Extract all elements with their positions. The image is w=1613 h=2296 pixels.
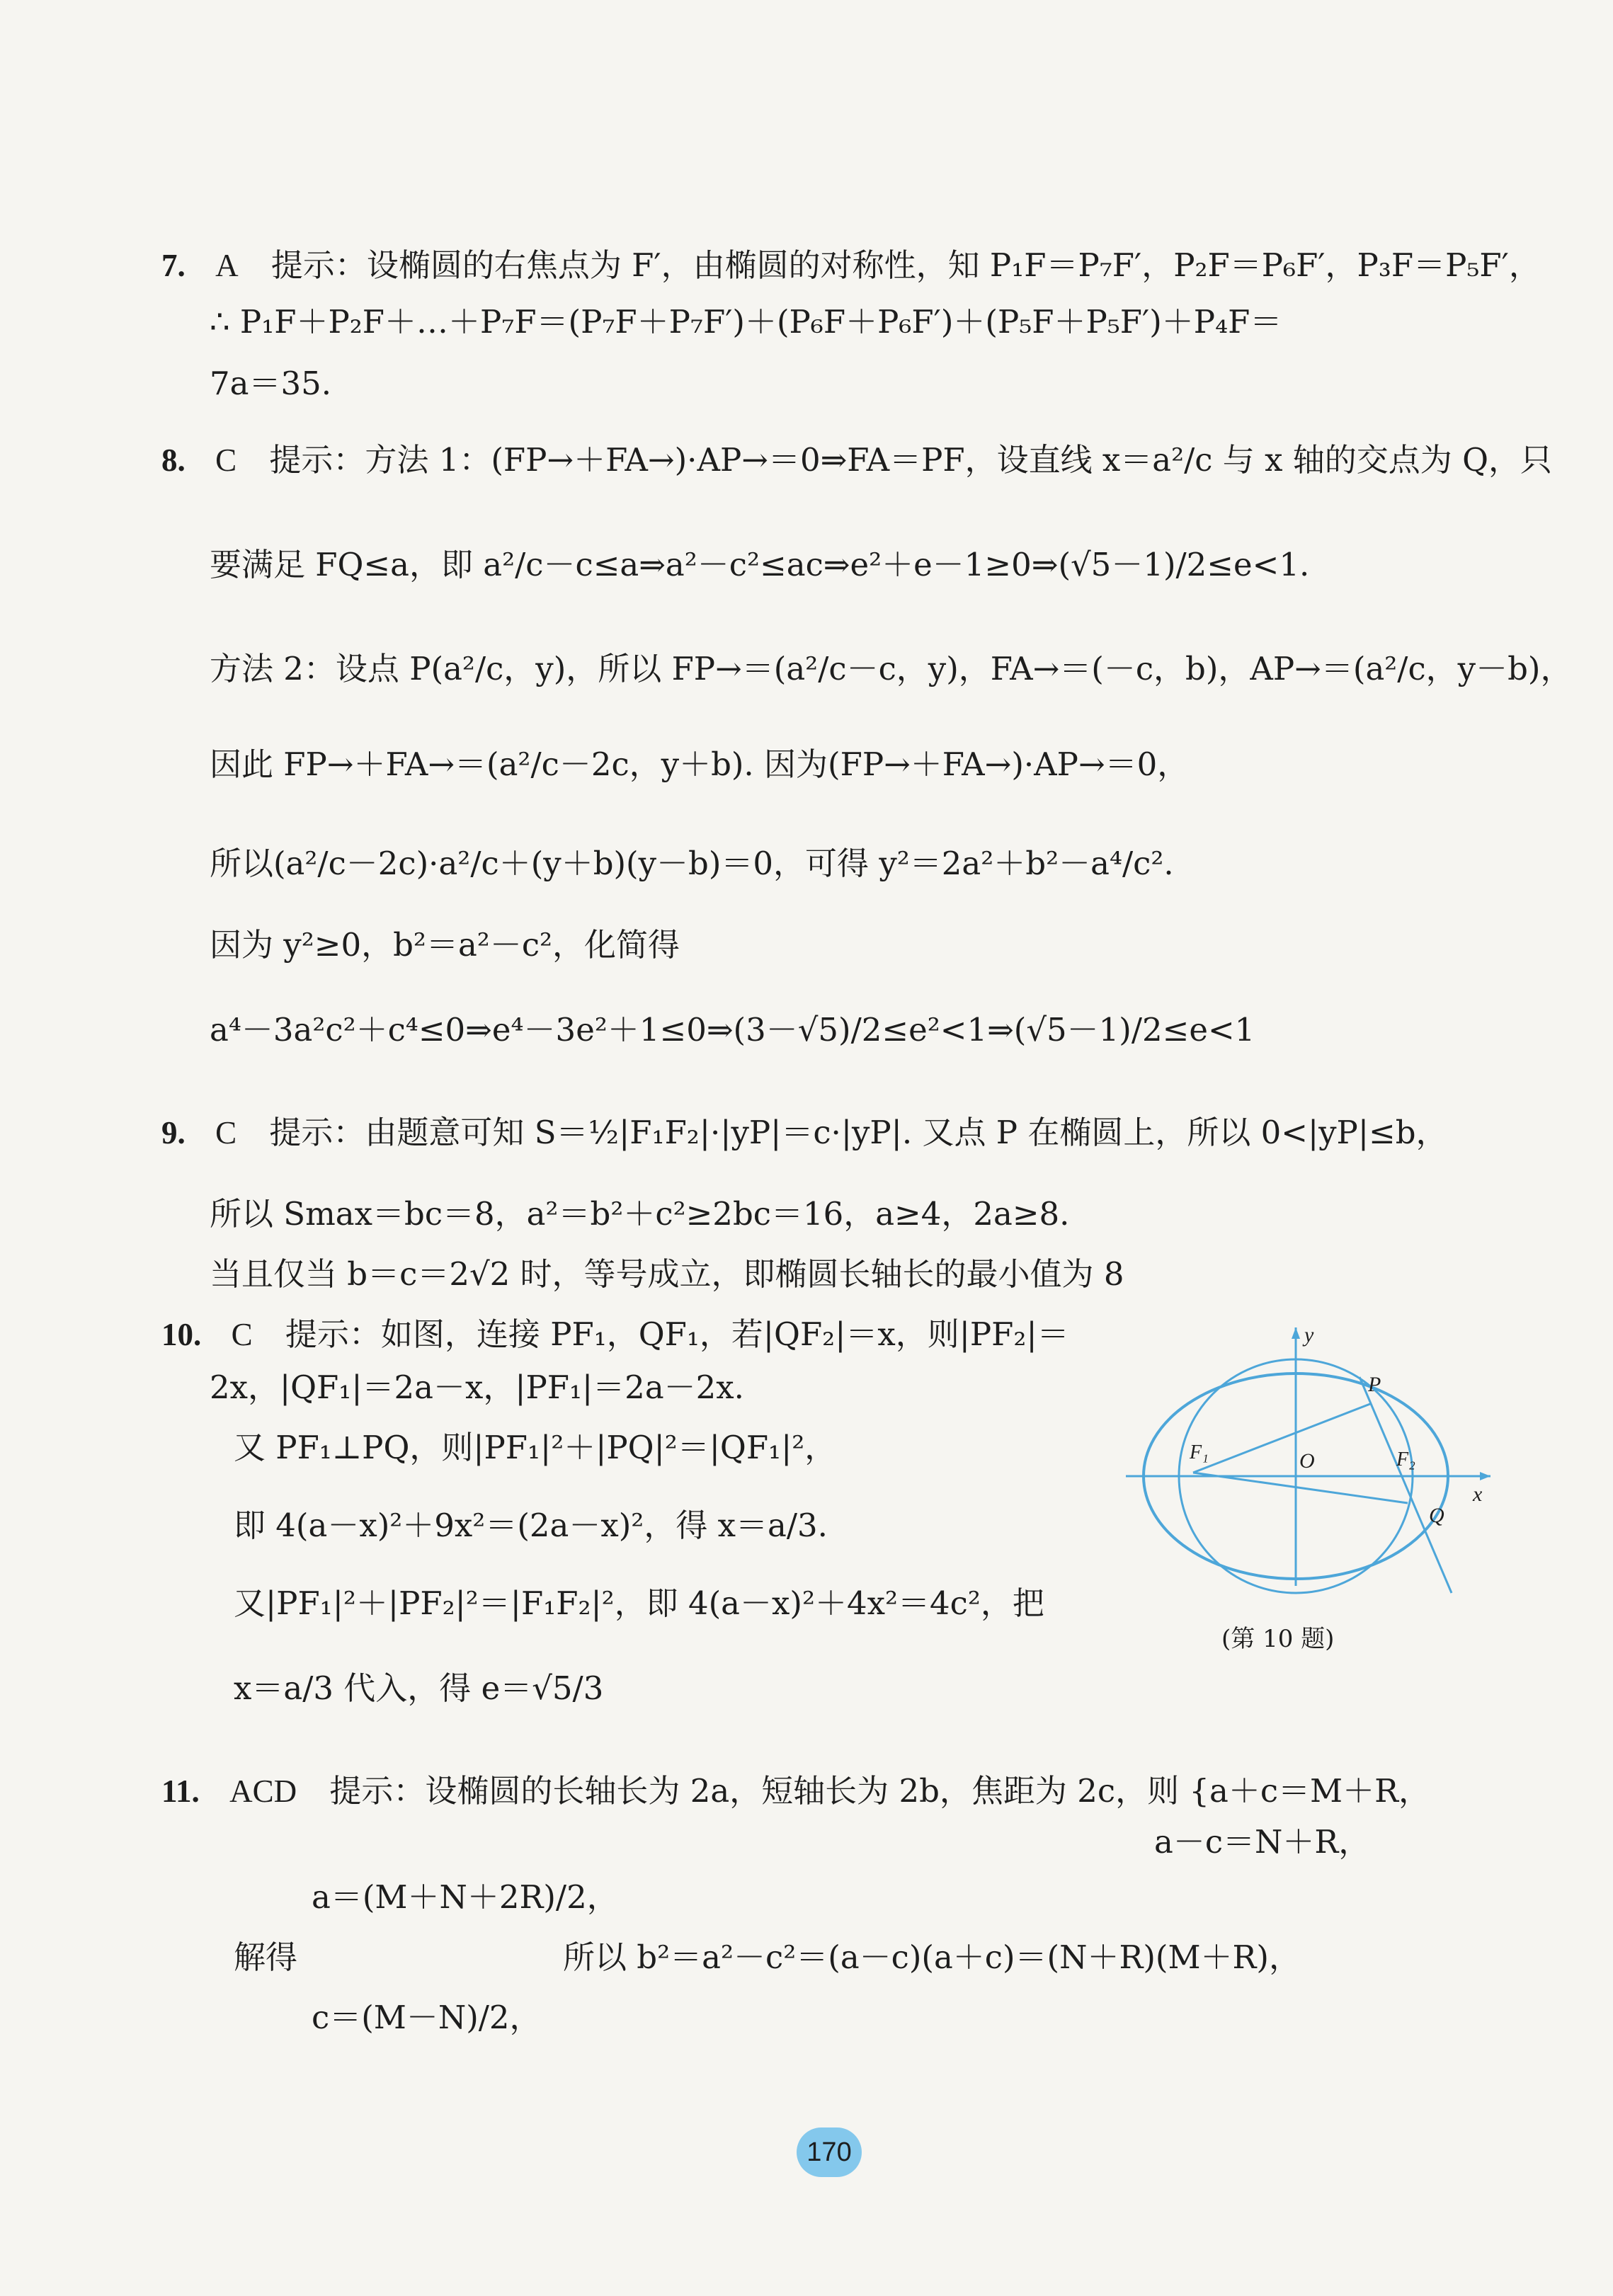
label-q: Q [1429, 1504, 1444, 1527]
problem-9-number: 9. [161, 1115, 186, 1150]
problem-8-text-1: 提示：方法 1：(FP→＋FA→)·AP→＝0⇒FA＝PF，设直线 x＝a²/c 与 x 轴的交点为 Q，只 [269, 441, 1552, 479]
problem-11-text-5: 所以 b²＝a²－c²＝(a－c)(a＋c)＝(N＋R)(M＋R)， [563, 1938, 1301, 1976]
problem-10-text-4: 即 4(a－x)²＋9x²＝(2a－x)²，得 x＝a/3. [234, 1507, 828, 1544]
problem-10-text-5: 又|PF₁|²＋|PF₂|²＝|F₁F₂|²，即 4(a－x)²＋4x²＝4c²，把 [234, 1584, 1044, 1622]
problem-8-text-6: 因为 y²≥0，b²＝a²－c²，化简得 [210, 926, 680, 964]
label-x: x [1473, 1483, 1483, 1506]
problem-10-answer: C [231, 1317, 253, 1352]
problem-7-number: 7. [161, 248, 186, 283]
page-number: 170 [806, 2137, 852, 2167]
problem-11-number: 11. [161, 1774, 200, 1809]
problem-7-line-1 [161, 244, 1541, 287]
problem-10-text-1: 提示：如图，连接 PF₁，QF₁，若|QF₂|＝x，则|PF₂|＝ [285, 1315, 1069, 1353]
label-p: P [1368, 1373, 1381, 1396]
problem-11-text-3: a＝(M＋N＋2R)/2， [312, 1878, 619, 1916]
problem-7-text-1: 提示：设椭圆的右焦点为 F′，由椭圆的对称性，知 P₁F＝P₇F′，P₂F＝P₆F′，P₃F＝P₅F′， [270, 246, 1541, 284]
label-o: O [1299, 1449, 1315, 1473]
label-y: y [1304, 1323, 1314, 1347]
problem-10-text-2: 2x，|QF₁|＝2a－x，|PF₁|＝2a－2x. [210, 1369, 744, 1406]
problem-11-text-1: 提示：设椭圆的长轴长为 2a，短轴长为 2b，焦距为 2c，则 {a＋c＝M＋R， [329, 1772, 1430, 1810]
problem-9-text-1: 提示：由题意可知 S＝½|F₁F₂|·|yP|＝c·|yP|. 又点 P 在椭圆上，所以 0<|yP|≤b， [269, 1114, 1448, 1151]
problem-7-answer: A [215, 248, 239, 283]
problem-8-text-3: 方法 2：设点 P(a²/c，y)，所以 FP→＝(a²/c－c，y)，FA→＝(－c，b)，AP→＝(a²/c，y－b)， [210, 650, 1573, 687]
line-pq [1360, 1377, 1452, 1593]
problem-7-text-3: 7a＝35. [210, 365, 332, 402]
problem-11-text-2: a－c＝N＋R， [1154, 1823, 1371, 1861]
figure-caption: (第 10 题) [1221, 1625, 1335, 1653]
problem-11-text-4: 解得 [234, 1938, 298, 1976]
problem-9-answer: C [215, 1115, 237, 1150]
problem-10-text-6: x＝a/3 代入，得 e＝√5/3 [234, 1669, 604, 1707]
problem-10-line-1 [161, 1313, 1069, 1356]
problem-10-number: 10. [161, 1317, 202, 1352]
problem-8-text-7: a⁴－3a²c²＋c⁴≤0⇒e⁴－3e²＋1≤0⇒(3－√5)/2≤e²<1⇒(√5－1)/2≤e<1 [210, 1011, 1255, 1049]
problem-8-answer: C [215, 442, 237, 478]
problem-11-text-6: c＝(M－N)/2， [312, 1999, 542, 2036]
ellipse-figure [1119, 1313, 1494, 1597]
label-f2: F₂ [1396, 1449, 1415, 1470]
problem-9-text-2: 所以 Smax＝bc＝8，a²＝b²＋c²≥2bc＝16，a≥4，2a≥8. [210, 1195, 1070, 1233]
y-axis-arrow [1292, 1327, 1300, 1339]
problem-11-line-1 [161, 1770, 1430, 1812]
x-axis-arrow [1480, 1472, 1491, 1480]
problem-11-answer: ACD [229, 1774, 297, 1809]
segment-pf1 [1193, 1404, 1370, 1473]
problem-9-line-1 [161, 1112, 1448, 1154]
problem-8-text-5: 所以(a²/c－2c)·a²/c＋(y＋b)(y－b)＝0，可得 y²＝2a²＋b²－a⁴/c². [210, 845, 1174, 882]
page-number-badge [797, 2127, 862, 2177]
problem-10-text-3: 又 PF₁⊥PQ，则|PF₁|²＋|PQ|²＝|QF₁|²， [234, 1429, 837, 1466]
problem-9-text-3: 当且仅当 b＝c＝2√2 时，等号成立，即椭圆长轴长的最小值为 8 [210, 1255, 1124, 1293]
problem-8-text-2: 要满足 FQ≤a，即 a²/c－c≤a⇒a²－c²≤ac⇒e²＋e－1≥0⇒(√5－1)/2≤e<1. [210, 546, 1310, 583]
problem-7-text-2: ∴ P₁F＋P₂F＋…＋P₇F＝(P₇F＋P₇F′)＋(P₆F＋P₆F′)＋(P₅F＋P₅F′)＋P₄F＝ [210, 303, 1282, 341]
problem-8-line-1 [161, 439, 1552, 481]
problem-8-text-4: 因此 FP→＋FA→＝(a²/c－2c，y＋b). 因为(FP→＋FA→)·AP→＝0， [210, 746, 1190, 783]
label-f1: F₁ [1190, 1441, 1209, 1463]
problem-8-number: 8. [161, 442, 186, 478]
